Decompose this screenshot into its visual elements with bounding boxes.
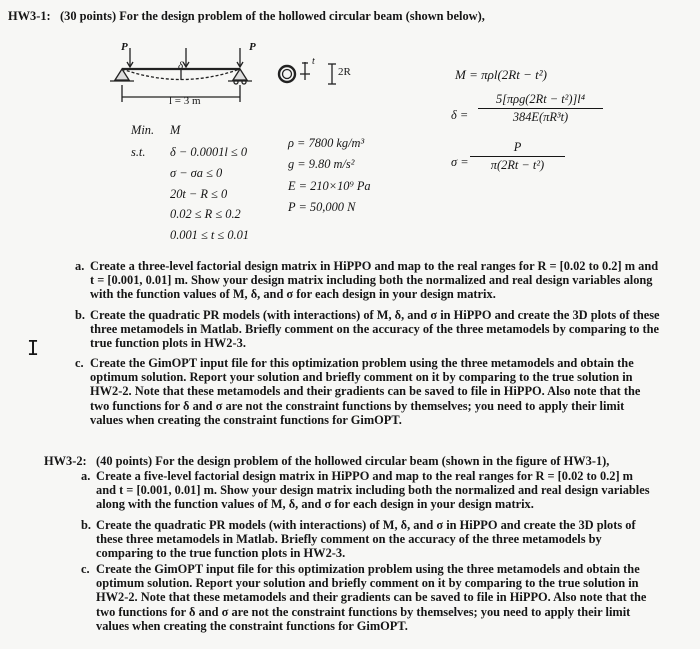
min-label: Min. (131, 123, 155, 137)
hw1-part-c-label: c. (75, 356, 84, 370)
hw1-part-c (75, 356, 660, 427)
sigma-numerator: P (513, 140, 522, 154)
hw1-part-b-label: b. (75, 308, 85, 322)
sigma-fraction (470, 140, 565, 173)
load-label-right: P (249, 41, 256, 53)
sigma-lhs: σ = (451, 155, 469, 169)
text-cursor-icon: I (27, 336, 40, 360)
load-label-left: P (121, 41, 128, 53)
hw1-part-a (75, 259, 660, 302)
sigma-denominator: π(2Rt − t²) (490, 158, 545, 172)
deflection-label: δ (178, 60, 184, 72)
constant-density: ρ = 7800 kg/m³ (288, 136, 365, 150)
constant-modulus: E = 210×10⁹ Pa (288, 179, 371, 193)
hw1-part-c-text: Create the GimOPT input file for this optimization problem using the three metamodels and obtain the optimum solution. Report your solution and briefly comment on it by comparing to the true solution in HW2-2. Note that these metamodels and their gradients can be saved to file in HiPPO. Also note that the two functions for δ and σ are not the constraint functions by themselves; you need to apply their limit values when creating the constraint functions for GimOPT. (90, 356, 641, 427)
hw2-part-b-text: Create the quadratic PR models (with interactions) of M, δ, and σ in HiPPO and create the 3D plots of these three metamodels in Matlab. Briefly comment on the accuracy of the three metamodels by comparing to the true function plots in HW2-3. (96, 518, 636, 561)
hw1-part-a-text: Create a three-level factorial design matrix in HiPPO and map to the real ranges for R = [0.02 to 0.2] m and t = [0.001, 0.01] m. Show your design matrix including both the normalized and real design variables along with the function values of M, δ, and σ for each design in your design matrix. (90, 259, 659, 302)
constraint-1: δ − 0.0001l ≤ 0 (170, 145, 248, 159)
thickness-label: t (312, 56, 315, 67)
hw2-part-a-label: a. (81, 469, 91, 483)
hw2-part-a-text: Create a five-level factorial design matrix in HiPPO and map to the real ranges for R = [0.02 to 0.2] m and t = [0.001, 0.01] m. Show your design matrix including both the normalized and real design variables along with the function values of M, δ, and σ for each design in your design matrix. (96, 469, 650, 512)
delta-numerator: 5[πρg(2Rt − t²)]l⁴ (495, 92, 586, 106)
span-label: l = 3 m (169, 95, 201, 107)
constant-load: P = 50,000 N (288, 200, 356, 214)
constraint-5: 0.001 ≤ t ≤ 0.01 (170, 228, 249, 242)
hw2-part-c (81, 562, 656, 633)
hw1-title: HW3-1: (8, 9, 51, 23)
constraint-4: 0.02 ≤ R ≤ 0.2 (170, 207, 241, 221)
hw1-part-a-label: a. (75, 259, 85, 273)
st-label: s.t. (131, 145, 146, 159)
hw2-part-c-label: c. (81, 562, 90, 576)
constraint-2: σ − σa ≤ 0 (170, 166, 223, 180)
constraint-3: 20t − R ≤ 0 (170, 187, 228, 201)
delta-fraction (478, 92, 603, 125)
hw2-part-a (81, 469, 656, 512)
hw2-points: (40 points) For the design problem of the hollowed circular beam (shown in the figure of HW3-1), (96, 454, 610, 468)
hw1-points: (30 points) For the design problem of the hollowed circular beam (shown below), (60, 9, 485, 23)
objective: M (170, 123, 181, 137)
hw2-title: HW3-2: (44, 454, 87, 468)
hw2-part-c-text: Create the GimOPT input file for this optimization problem using the three metamodels and obtain the optimum solution. Report your solution and briefly comment on it by comparing to the true solution in HW2-2. Note that these metamodels and their gradients can be saved to file in HiPPO. Also note that the two functions for δ and σ are not the constraint functions by themselves; you need to apply their limit values when creating the constraint functions for GimOPT. (96, 562, 647, 633)
tube-cross-section (279, 66, 295, 82)
diameter-label: 2R (338, 66, 351, 78)
hw2-part-b (81, 518, 656, 561)
constant-gravity: g = 9.80 m/s² (288, 157, 355, 171)
delta-lhs: δ = (451, 108, 469, 122)
delta-denominator: 384E(πR³t) (512, 110, 569, 124)
mass-formula: M = πρl(2Rt − t²) (455, 67, 547, 82)
hw1-part-b-text: Create the quadratic PR models (with interactions) of M, δ, and σ in HiPPO and create the 3D plots of these three metamodels in Matlab. Briefly comment on the accuracy of the three metamodels by comparing to the true function plots in HW2-3. (90, 308, 660, 351)
hw2-part-b-label: b. (81, 518, 91, 532)
hw1-part-b (75, 308, 660, 351)
